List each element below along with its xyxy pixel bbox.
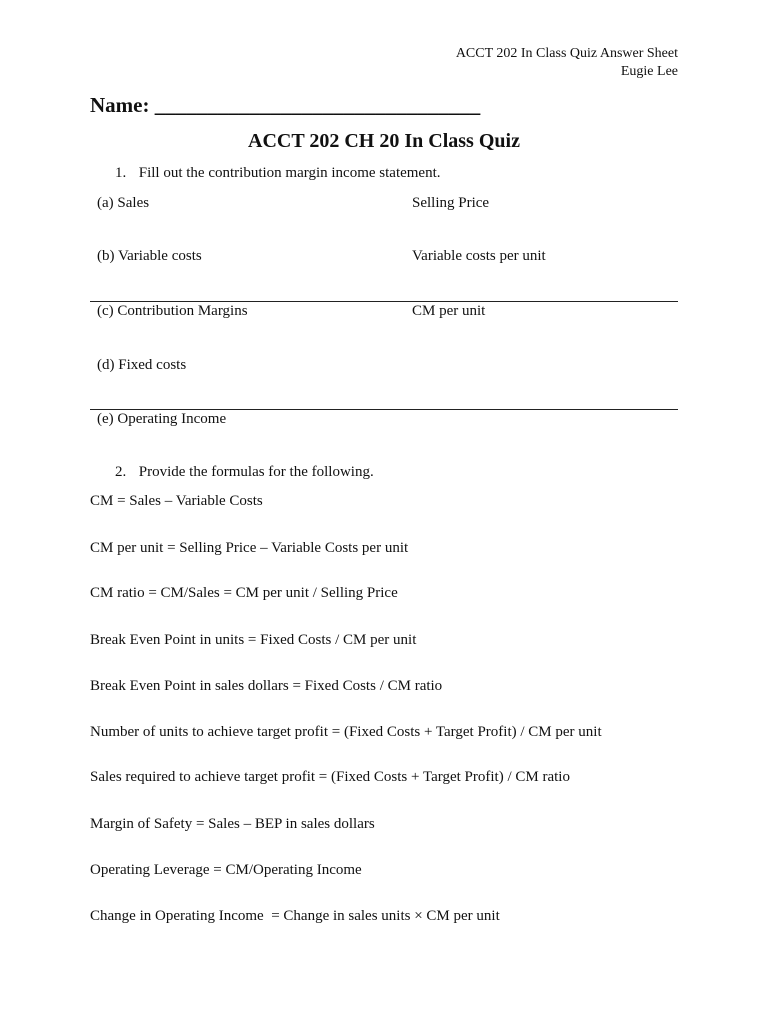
formula-line: Number of units to achieve target profit = (Fixed Costs + Target Profit) / CM per unit	[90, 724, 602, 740]
formula-line: Change in Operating Income = Change in sales units × CM per unit	[90, 908, 500, 924]
formula-line: Margin of Safety = Sales – BEP in sales dollars	[90, 816, 375, 832]
variable-costs-per-unit-label: Variable costs per unit	[412, 248, 546, 264]
question-2-number: 2.	[115, 464, 127, 480]
formula-line: CM ratio = CM/Sales = CM per unit / Selling Price	[90, 585, 398, 601]
question-1	[115, 165, 441, 182]
question-1-text: Fill out the contribution margin income statement.	[138, 165, 441, 181]
question-1-number: 1.	[115, 165, 127, 181]
formula-line: CM per unit = Selling Price – Variable Costs per unit	[90, 540, 409, 556]
name-field-label: Name: _______________________________	[90, 93, 481, 117]
author-name: Eugie Lee	[620, 64, 678, 79]
formula-line: Sales required to achieve target profit = (Fixed Costs + Target Profit) / CM ratio	[90, 769, 570, 785]
formula-line: CM = Sales – Variable Costs	[90, 493, 263, 509]
fixed-costs-label: (d) Fixed costs	[97, 357, 187, 373]
question-2-text: Provide the formulas for the following.	[138, 464, 374, 480]
operating-income-label: (e) Operating Income	[97, 411, 227, 427]
header-block	[456, 45, 678, 81]
formula-line: Break Even Point in units = Fixed Costs / CM per unit	[90, 632, 417, 648]
formula-line: Operating Leverage = CM/Operating Income	[90, 862, 362, 878]
page-title: ACCT 202 CH 20 In Class Quiz	[248, 130, 520, 152]
variable-costs-label: (b) Variable costs	[97, 248, 202, 264]
contribution-margins-label: (c) Contribution Margins	[97, 303, 248, 319]
sales-label: (a) Sales	[97, 195, 150, 211]
subtotal-rule-1	[90, 301, 678, 302]
selling-price-label: Selling Price	[412, 195, 490, 211]
course-header: ACCT 202 In Class Quiz Answer Sheet	[455, 46, 678, 61]
cm-per-unit-label: CM per unit	[412, 303, 486, 319]
subtotal-rule-2	[90, 409, 678, 410]
question-2	[115, 464, 374, 481]
formula-line: Break Even Point in sales dollars = Fixed Costs / CM ratio	[90, 678, 443, 694]
